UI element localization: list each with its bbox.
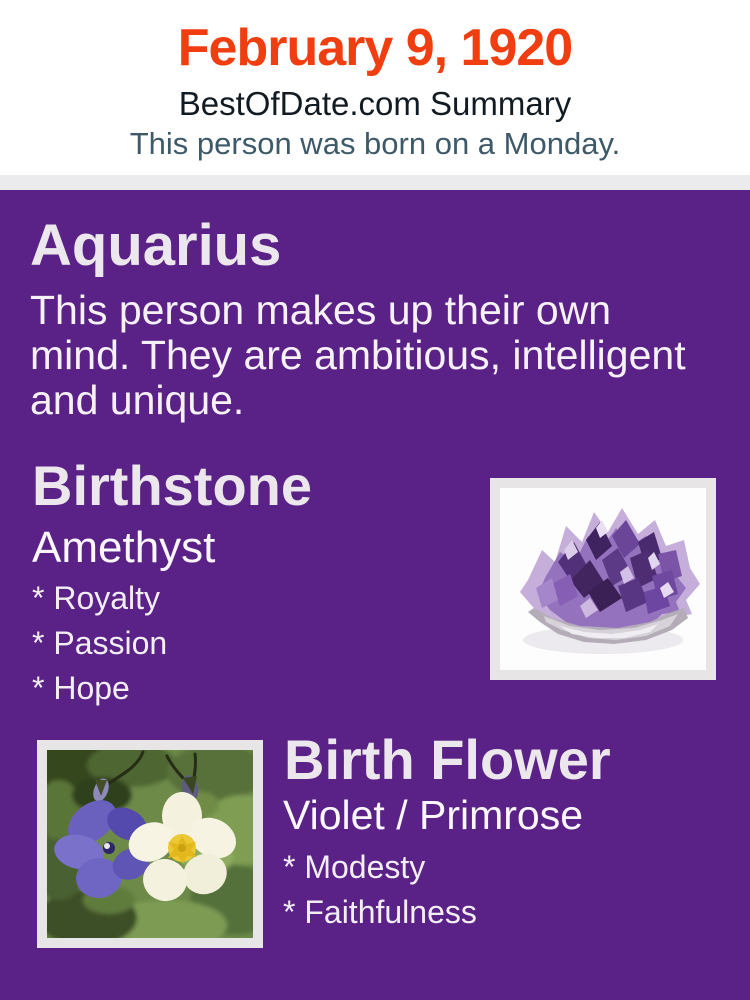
birthstone-trait: * Passion bbox=[32, 625, 168, 661]
birthstone-trait: * Hope bbox=[32, 670, 130, 706]
violet-primrose-illustration bbox=[47, 750, 253, 938]
birthstone-photo bbox=[490, 478, 716, 680]
zodiac-sign-heading: Aquarius bbox=[30, 213, 282, 278]
birth-flower-trait: * Modesty bbox=[283, 849, 426, 885]
birth-flower-trait-list bbox=[283, 845, 477, 935]
birthstone-trait-list bbox=[32, 576, 167, 711]
weekday-note: This person was born on a Monday. bbox=[129, 126, 621, 161]
page-title-date: February 9, 1920 bbox=[177, 19, 573, 77]
header-divider bbox=[0, 175, 750, 190]
zodiac-description: This person makes up their own mind. They are ambitious, intelligent and unique. bbox=[30, 287, 686, 423]
site-summary-subtitle: BestOfDate.com Summary bbox=[178, 85, 572, 122]
birth-flower-trait: * Faithfulness bbox=[283, 894, 477, 930]
birth-flower-heading: Birth Flower bbox=[284, 728, 611, 791]
birthstone-name: Amethyst bbox=[32, 523, 216, 572]
amethyst-crystal-illustration bbox=[500, 488, 706, 670]
birth-flower-photo bbox=[37, 740, 263, 948]
birthstone-heading: Birthstone bbox=[32, 454, 312, 517]
birth-flower-name: Violet / Primrose bbox=[283, 792, 584, 838]
birthstone-trait: * Royalty bbox=[32, 580, 161, 616]
header bbox=[0, 0, 750, 175]
summary-body bbox=[0, 190, 750, 1000]
